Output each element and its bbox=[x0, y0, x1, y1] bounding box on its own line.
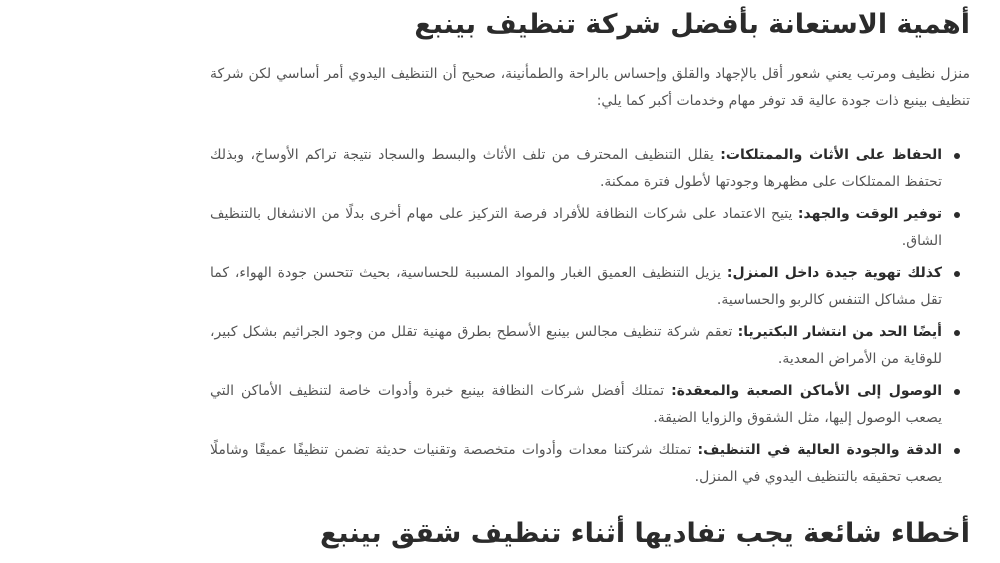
list-item-text: يزيل التنظيف العميق الغبار والمواد المسببة للحساسية، بحيث تتحسن جودة الهواء، كما تقل مشاكل التنفس كالربو والحساسية. bbox=[210, 265, 942, 308]
bullet-icon bbox=[954, 448, 960, 454]
bullet-icon bbox=[954, 153, 960, 159]
intro-paragraph: منزل نظيف ومرتب يعني شعور أقل بالإجهاد والقلق وإحساس بالراحة والطمأنينة، صحيح أن التنظيف اليدوي أمر أساسي لكن شركة تنظيف بينبع ذات جودة عالية قد توفر مهام وخدمات أكبر كما يلي: bbox=[210, 66, 970, 109]
bullet-icon bbox=[954, 389, 960, 395]
list-item-term: الدقة والجودة العالية في التنظيف: bbox=[697, 442, 942, 458]
list-item bbox=[210, 201, 970, 260]
list-item-term: الحفاظ على الأثاث والممتلكات: bbox=[720, 147, 942, 163]
benefits-list bbox=[210, 142, 970, 496]
bullet-icon bbox=[954, 212, 960, 218]
list-item-term: توفير الوقت والجهد: bbox=[797, 206, 942, 222]
list-item bbox=[210, 260, 970, 319]
list-item-term: أيضًا الحد من انتشار البكتيريا: bbox=[737, 324, 942, 340]
section-heading-mistakes: أخطاء شائعة يجب تفاديها أثناء تنظيف شقق بينبع bbox=[319, 518, 970, 549]
list-item bbox=[210, 437, 970, 496]
list-item-term: الوصول إلى الأماكن الصعبة والمعقدة: bbox=[671, 383, 943, 399]
list-item bbox=[210, 319, 970, 378]
bullet-icon bbox=[954, 330, 960, 336]
list-item bbox=[210, 378, 970, 437]
list-item bbox=[210, 142, 970, 201]
list-item-text: تمتلك شركتنا معدات وأدوات متخصصة وتقنيات حديثة تضمن تنظيفًا عميقًا وشاملًا يصعب تحقيقه بالتنظيف اليدوي في المنزل. bbox=[210, 442, 942, 485]
bullet-icon bbox=[954, 271, 960, 277]
list-item-term: كذلك تهوية جيدة داخل المنزل: bbox=[726, 265, 942, 281]
list-item-text: يتيح الاعتماد على شركات النظافة للأفراد فرصة التركيز على مهام أخرى بدلًا من الانشغال بالتنظيف الشاق. bbox=[210, 206, 942, 249]
list-item-text: تعقم شركة تنظيف مجالس بينبع الأسطح بطرق مهنية تقلل من وجود الجراثيم بشكل كبير، للوقاية من الأمراض المعدية. bbox=[210, 324, 942, 367]
section-heading-importance: أهمية الاستعانة بأفضل شركة تنظيف بينبع bbox=[414, 9, 970, 40]
list-item-text: تمتلك أفضل شركات النظافة بينبع خبرة وأدوات خاصة لتنظيف الأماكن التي يصعب الوصول إليها، مثل الشقوق والزوايا الضيقة. bbox=[210, 383, 942, 426]
list-item-text: يقلل التنظيف المحترف من تلف الأثاث والبسط والسجاد نتيجة تراكم الأوساخ، وبذلك تحتفظ الممتلكات على مظهرها وجودتها لأطول فترة ممكنة. bbox=[210, 147, 942, 190]
